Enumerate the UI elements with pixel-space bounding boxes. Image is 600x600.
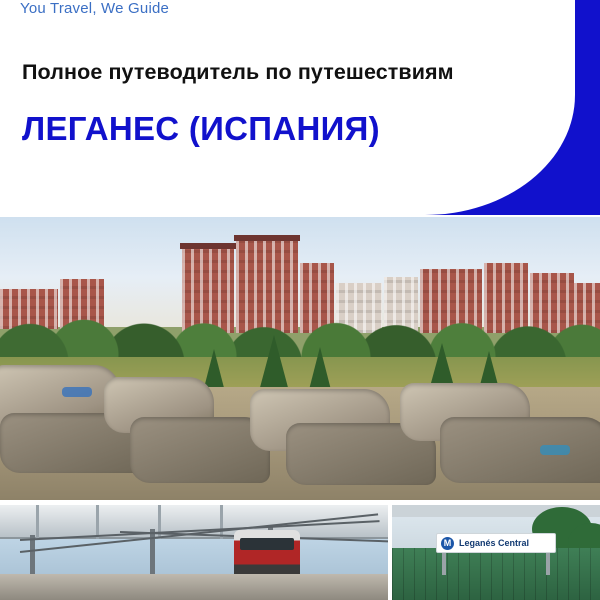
cover-subtitle: Полное путеводитель по путешествиям <box>22 60 454 84</box>
roof <box>234 235 300 241</box>
graffiti-mark <box>540 445 570 455</box>
sign-post <box>442 551 446 575</box>
stone-ruin <box>130 417 270 483</box>
page-title: ЛЕГАНЕС (ИСПАНИЯ) <box>22 110 380 147</box>
station-sign <box>436 533 556 553</box>
graffiti-mark <box>62 387 92 397</box>
bottom-photo-row <box>0 505 600 600</box>
metro-logo-icon: M <box>441 537 454 550</box>
canopy-rib <box>36 505 39 539</box>
train-station-photo <box>0 505 388 600</box>
header-white-panel <box>0 0 575 215</box>
green-wall <box>392 548 600 600</box>
sign-post <box>546 551 550 575</box>
cover-header <box>0 0 600 215</box>
hero-photo <box>0 217 600 500</box>
commuter-train <box>234 530 300 578</box>
brand-tagline: You Travel, We Guide <box>20 0 170 17</box>
stone-ruin <box>440 417 600 483</box>
roof <box>180 243 236 249</box>
platform-edge <box>0 574 388 600</box>
metro-sign-photo <box>392 505 600 600</box>
station-name-label: Leganés Central <box>459 538 530 548</box>
